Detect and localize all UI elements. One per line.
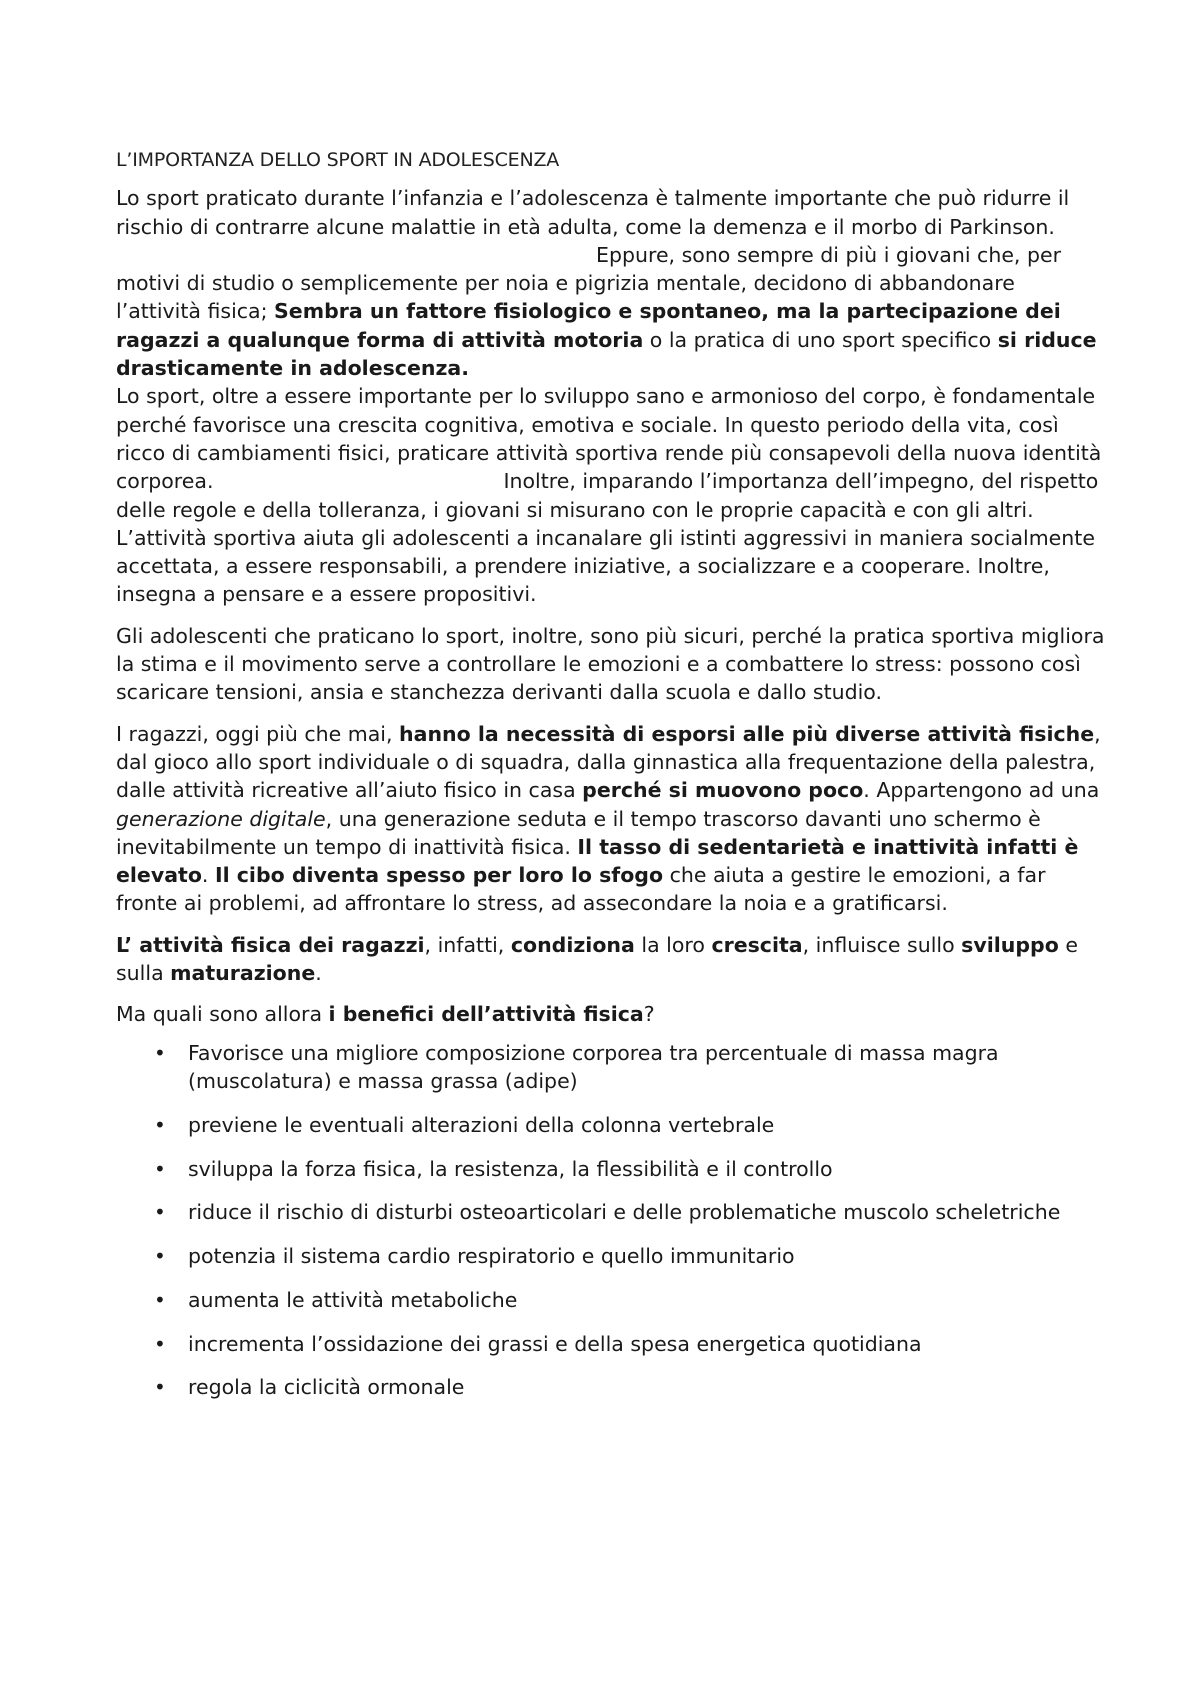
bullet-icon: • bbox=[154, 1287, 166, 1312]
bold-run: L’ attività fisica dei ragazzi bbox=[116, 932, 425, 957]
list-item bbox=[116, 1198, 1106, 1226]
text-run: Inoltre, imparando l’importanza dell’impegno, del rispetto delle regole e della tolleranza, i giovani si misurano con le proprie capacità e con gli altri. L’attività sportiva aiuta gli adolescenti a incanalare gli istinti aggressivi in maniera socialmente accettata, a essere responsabili, a prendere iniziative, a socializzare e a cooperare. Inoltre, insegna a pensare e a essere propositivi. bbox=[116, 469, 1099, 607]
text-run: . Appartengono ad una bbox=[863, 778, 1100, 803]
text-run: I ragazzi, oggi più che mai, bbox=[116, 721, 400, 746]
text-run: . bbox=[201, 863, 215, 888]
bold-run: perché si muovono poco bbox=[582, 778, 864, 803]
text-run: , infatti, bbox=[424, 932, 511, 957]
bullet-icon: • bbox=[154, 1244, 166, 1269]
text-run: Lo sport praticato durante l’infanzia e l’adolescenza è talmente importante che può ridurre il rischio di contrarre alcune malattie in età adulta, come la demenza e il morbo di Parkinson. bbox=[116, 186, 1070, 239]
bullet-icon: • bbox=[154, 1331, 166, 1356]
paragraph-question bbox=[116, 1000, 1106, 1028]
text-run: , una generazione seduta e il tempo trascorso davanti uno schermo è inevitabilmente un tempo di inattività fisica. bbox=[116, 806, 1041, 859]
list-item bbox=[116, 1242, 1106, 1270]
benefits-list bbox=[116, 1039, 1106, 1402]
bold-run: sviluppo bbox=[961, 932, 1059, 957]
list-item bbox=[116, 1155, 1106, 1183]
text-run: o la pratica di uno sport specifico bbox=[643, 327, 998, 352]
bold-run: hanno la necessità di esporsi alle più diverse attività fisiche bbox=[399, 721, 1095, 746]
text-run: Lo sport, oltre a essere importante per lo sviluppo sano e armonioso del corpo, è fondamentale perché favorisce una crescita cognitiva, emotiva e sociale. In questo periodo della vita, così ricco di cambiamenti fisici, praticare attività sportiva rende più consapevoli della nuova identità corporea. bbox=[116, 384, 1102, 494]
bullet-icon: • bbox=[154, 1200, 166, 1225]
list-item-text: previene le eventuali alterazioni della colonna vertebrale bbox=[188, 1112, 775, 1137]
bold-run: Il cibo diventa spesso per loro lo sfogo bbox=[214, 863, 664, 888]
document-page bbox=[116, 146, 1106, 1417]
text-run: la loro bbox=[634, 932, 712, 957]
bold-run: Il tasso di sedentarietà e inattività infatti è elevato bbox=[116, 834, 1079, 888]
list-item-text: potenzia il sistema cardio respiratorio e quello immunitario bbox=[188, 1244, 795, 1269]
paragraph-confidence: Gli adolescenti che praticano lo sport, inoltre, sono più sicuri, perché la pratica sportiva migliora la stima e il movimento serve a controllare le emozioni e a combattere lo stress: possono così scaricare tensioni, ansia e stanchezza derivanti dalla scuola e dallo studio. bbox=[116, 623, 1105, 705]
list-item bbox=[116, 1373, 1106, 1401]
paragraph-intro bbox=[116, 184, 1106, 382]
bullet-icon: • bbox=[154, 1375, 166, 1400]
list-item bbox=[116, 1111, 1106, 1139]
list-item-text: aumenta le attività metaboliche bbox=[188, 1287, 518, 1312]
paragraph-development bbox=[116, 382, 1106, 608]
text-run: e sulla bbox=[116, 932, 1078, 986]
list-item-text: regola la ciclicità ormonale bbox=[188, 1375, 465, 1400]
text-run: ? bbox=[643, 1002, 655, 1027]
text-run: , dal gioco allo sport individuale o di squadra, dalla ginnastica alla frequentazione della palestra, dalle attività ricreative all’aiuto fisico in casa bbox=[116, 721, 1101, 803]
list-item-text: sviluppa la forza fisica, la resistenza, la flessibilità e il controllo bbox=[188, 1156, 833, 1181]
bold-run: Sembra un fattore fisiologico e spontaneo, ma la partecipazione dei ragazzi a qualunque forma di attività motoria bbox=[116, 299, 1061, 352]
bold-run: i benefici dell’attività fisica bbox=[328, 1002, 644, 1027]
bold-run: crescita bbox=[711, 932, 803, 957]
bullet-icon: • bbox=[154, 1112, 166, 1137]
bullet-icon: • bbox=[154, 1040, 166, 1065]
text-run: Eppure, sono sempre di più i giovani che, per motivi di studio o semplicemente per noia e pigrizia mentale, decidono di abbandonare l’attività fisica; bbox=[116, 242, 1062, 324]
bold-run: condiziona bbox=[510, 932, 635, 957]
list-item bbox=[116, 1330, 1106, 1358]
text-run: , influisce sullo bbox=[802, 932, 962, 957]
list-item-text: Favorisce una migliore composizione corporea tra percentuale di massa magra (muscolatura) e massa grassa (adipe) bbox=[188, 1040, 999, 1093]
italic-run: generazione digitale bbox=[116, 806, 326, 831]
text-run: che aiuta a gestire le emozioni, a far fronte ai problemi, ad affrontare lo stress, ad assecondare la noia e a gratificarsi. bbox=[116, 863, 1046, 916]
document-title: L’IMPORTANZA DELLO SPORT IN ADOLESCENZA bbox=[116, 149, 560, 171]
text-run: . bbox=[315, 961, 322, 986]
bullet-icon: • bbox=[154, 1156, 166, 1181]
paragraph-needs bbox=[116, 720, 1106, 918]
list-item bbox=[116, 1039, 1106, 1096]
text-run: Ma quali sono allora bbox=[116, 1002, 329, 1027]
paragraph-growth bbox=[116, 931, 1106, 988]
bold-run: si riduce drasticamente in adolescenza. bbox=[116, 327, 1097, 381]
list-item-text: incrementa l’ossidazione dei grassi e della spesa energetica quotidiana bbox=[188, 1331, 922, 1356]
list-item-text: riduce il rischio di disturbi osteoarticolari e delle problematiche muscolo scheletriche bbox=[188, 1200, 1061, 1225]
bold-run: maturazione bbox=[170, 961, 316, 986]
list-item bbox=[116, 1286, 1106, 1314]
